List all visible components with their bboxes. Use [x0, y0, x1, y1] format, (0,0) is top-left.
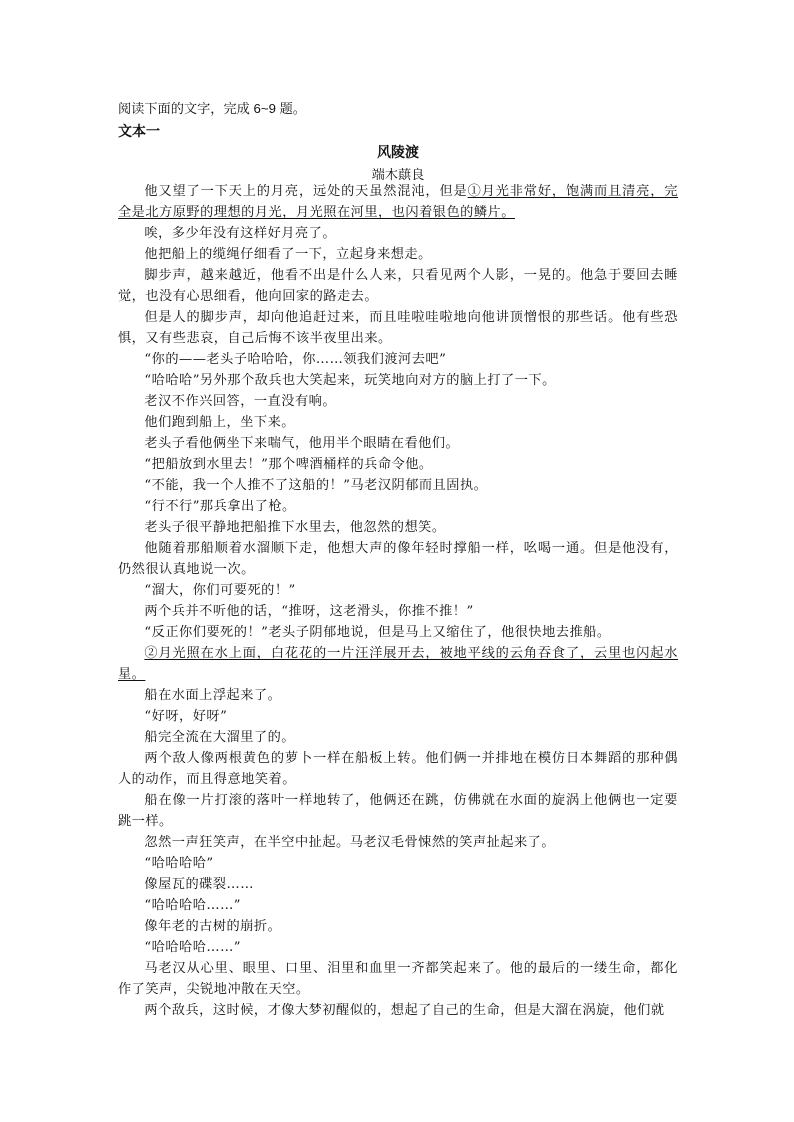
- paragraph: [118, 685, 678, 706]
- paragraph-text: 他又望了一下天上的月亮，远处的天虽然混沌，但是: [144, 184, 468, 199]
- paragraph-text: 船在像一片打滚的落叶一样地转了，他俩还在跳，仿佛就在水面的旋涡上他俩也一定要跳一样。: [118, 793, 678, 829]
- article-title: 风陵渡: [377, 144, 419, 160]
- paragraph-text: “你的——老头子哈哈哈，你……领我们渡河去吧”: [144, 352, 447, 367]
- paragraph-text: 船在水面上浮起来了。: [144, 688, 282, 703]
- paragraph-text: 他随着那船顺着水溜顺下走，他想大声的像年轻时撑船一样，吆喝一通。但是他没有，仍然很认真地说一次。: [118, 541, 678, 577]
- paragraph-text: 他们跑到船上，坐下来。: [144, 415, 295, 430]
- paragraph: [118, 727, 678, 748]
- paragraph: [118, 265, 678, 307]
- paragraph-text: 两个敌人像两根黄色的萝卜一样在船板上转。他们俩一并排地在模仿日本舞蹈的那种偶人的动作，而且得意地笑着。: [118, 751, 678, 787]
- paragraph-text: “哈哈哈哈……”: [144, 940, 241, 955]
- paragraph: [118, 475, 678, 496]
- paragraph: [118, 853, 678, 874]
- paragraph: [118, 958, 678, 1000]
- paragraph: [118, 517, 678, 538]
- paragraph: [118, 496, 678, 517]
- paragraph: [118, 580, 678, 601]
- paragraph: [118, 454, 678, 475]
- paragraph-text: “行不行”那兵拿出了枪。: [144, 499, 296, 514]
- paragraph: [118, 643, 678, 685]
- underlined-passage: ②月光照在水上面，白花花的一片汪洋展开去，被地平线的云角吞食了，云里也闪起水星。: [118, 646, 678, 682]
- paragraph: [118, 874, 678, 895]
- paragraph-text: 唉，多少年没有这样好月亮了。: [144, 226, 337, 241]
- paragraph-text: 忽然一声狂笑声，在半空中扯起。马老汉毛骨悚然的笑声扯起来了。: [144, 835, 556, 850]
- paragraph-text: 脚步声，越来越近，他看不出是什么人来，只看见两个人影，一晃的。他急于要回去睡觉，也没有心思细看，他向回家的路走去。: [118, 268, 678, 304]
- paragraph-text: “反正你们要死的！”老头子阴郁地说，但是马上又缩住了，他很快地去推船。: [144, 625, 611, 640]
- paragraph-text: 船完全流在大溜里了的。: [144, 730, 295, 745]
- paragraph-text: 他把船上的缆绳仔细看了一下，立起身来想走。: [144, 247, 432, 262]
- paragraph: [118, 1000, 678, 1021]
- paragraph: [118, 538, 678, 580]
- paragraph: [118, 433, 678, 454]
- underlined-passage: ①月光非常好，饱满而且清亮，完全是北方原野的理想的月光，月光照在河里，也闪着银色的鳞片。: [118, 184, 679, 220]
- paragraph-text: “溜大，你们可要死的！”: [144, 583, 296, 598]
- paragraph-text: 但是人的脚步声，却向他追赶过来，而且哇啦哇啦地向他讲顶憎恨的那些话。他有些恐惧，又有些悲哀，自己后悔不该半夜里出来。: [118, 310, 678, 346]
- paragraph-text: “把船放到水里去！”那个啤酒桶样的兵命令他。: [144, 457, 433, 472]
- paragraph: [118, 916, 678, 937]
- paragraph-text: “哈哈哈”另外那个敌兵也大笑起来，玩笑地向对方的脑上打了一下。: [144, 373, 556, 388]
- paragraph-text: “哈哈哈哈……”: [144, 898, 241, 913]
- paragraph-text: “好呀，好呀”: [144, 709, 228, 724]
- paragraph: [118, 349, 678, 370]
- paragraph-text: 马老汉从心里、眼里、口里、泪里和血里一齐都笑起来了。他的最后的一缕生命，都化作了笑声，尖锐地冲散在天空。: [118, 961, 678, 997]
- paragraph-text: 老头子看他俩坐下来喘气，他用半个眼睛在看他们。: [144, 436, 460, 451]
- paragraph: [118, 937, 678, 958]
- paragraph-text: 两个兵并不听他的话，“推呀，这老滑头，你推不推！”: [144, 604, 474, 619]
- paragraph-text: “不能，我一个人推不了这船的！”马老汉阴郁而且固执。: [144, 478, 488, 493]
- paragraph-text: 像年老的古树的崩折。: [144, 919, 282, 934]
- paragraph: [118, 790, 678, 832]
- article-author: 端木蕻良: [371, 168, 425, 183]
- paragraph: [118, 244, 678, 265]
- paragraph-text: “哈哈哈哈”: [144, 856, 214, 871]
- paragraph: [118, 895, 678, 916]
- section-label: 文本一: [118, 123, 160, 139]
- paragraph-text: 两个敌兵，这时候，才像大梦初醒似的，想起了自己的生命，但是大溜在涡旋，他们就: [144, 1003, 665, 1018]
- paragraph: [118, 412, 678, 433]
- article-body: [118, 181, 678, 1021]
- paragraph: [118, 370, 678, 391]
- paragraph: [118, 706, 678, 727]
- paragraph: [118, 748, 678, 790]
- paragraph: [118, 601, 678, 622]
- paragraph: [118, 181, 678, 223]
- paragraph: [118, 307, 678, 349]
- paragraph-text: 老汉不作兴回答，一直没有响。: [144, 394, 337, 409]
- paragraph: [118, 622, 678, 643]
- paragraph: [118, 223, 678, 244]
- instruction-text: 阅读下面的文字，完成 6~9 题。: [118, 101, 306, 116]
- paragraph: [118, 832, 678, 853]
- paragraph-text: 老头子很平静地把船推下水里去，他忽然的想笑。: [144, 520, 446, 535]
- paragraph-text: 像屋瓦的碟裂……: [144, 877, 254, 892]
- paragraph: [118, 391, 678, 412]
